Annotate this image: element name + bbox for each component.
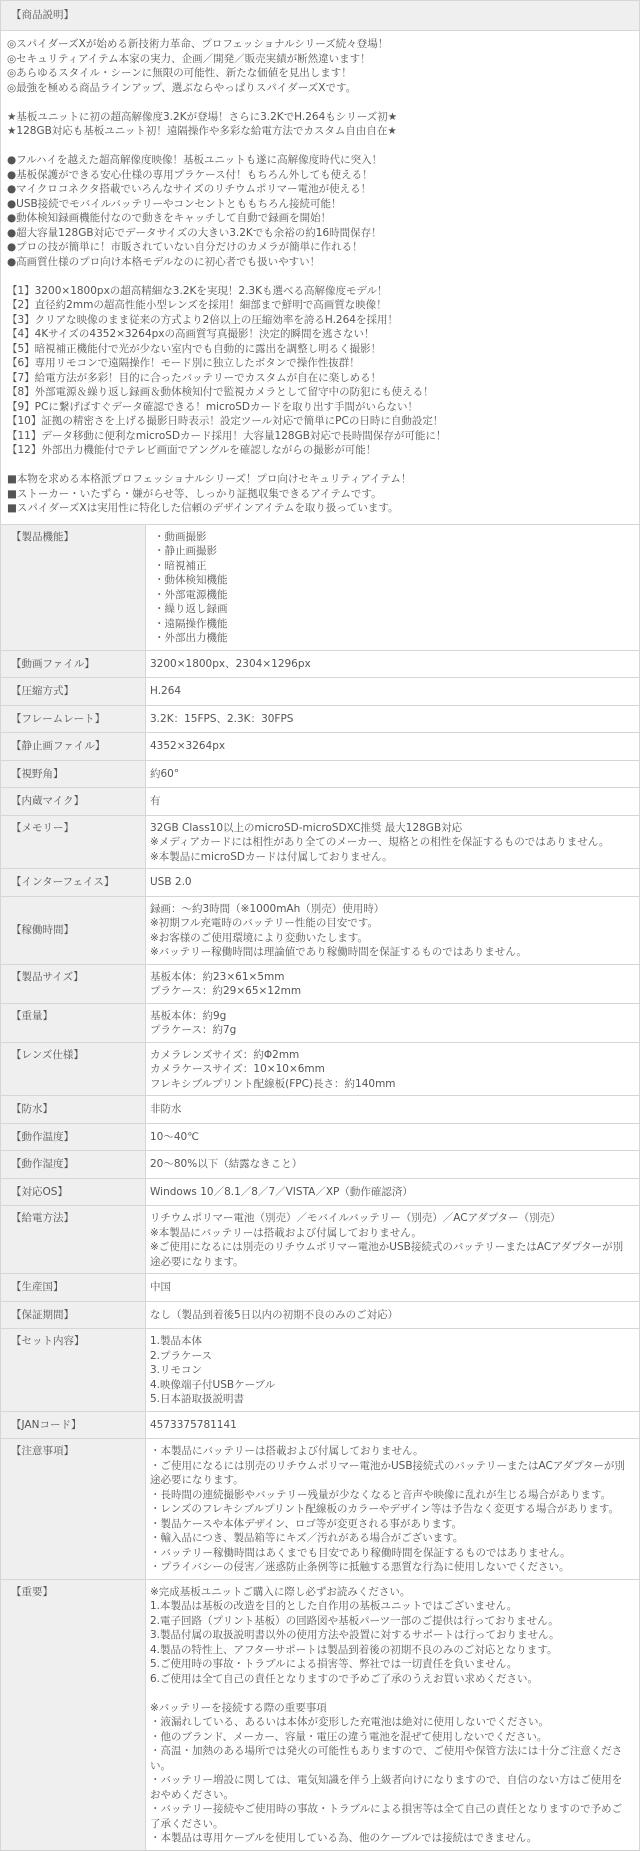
value-line: ・繰り返し録画 (154, 603, 228, 615)
value-line: ・本製品は専用ケーブルを使用している為、他のケーブルでは接続はできません。 (150, 1832, 538, 1844)
description-line: ●フルハイを越えた超高解像度映像！基板ユニットも遂に高解像度時代に突入！ (7, 154, 383, 166)
spec-row-runtime (1, 896, 639, 964)
value-line: 2.電子回路（プリント基板）の回路図や基板パーツ一部のご提供は行っておりません。 (150, 1614, 559, 1627)
description-line (7, 269, 633, 284)
value-line: 基板本体：約9g (150, 1009, 227, 1022)
spec-label: 【メモリー】 (1, 815, 146, 869)
description-line: ◎あらゆるスタイル・シーンに無限の可能性、新たな価値を見出します！ (7, 67, 352, 79)
spec-label: 【静止画ファイル】 (1, 733, 146, 761)
value-line: 2.プラケース (150, 1349, 212, 1362)
value-line: 5.日本語取扱説明書 (150, 1393, 245, 1405)
value-line: リチウムポリマー電池（別売）／モバイルバッテリー（別売）／ACアダプター（別売） (150, 1212, 561, 1224)
spec-label: 【対応OS】 (1, 1178, 146, 1206)
spec-value: Windows 10／8.1／8／7／VISTA／XP（動作確認済） (146, 1178, 640, 1206)
description-line (7, 95, 633, 110)
value-line: ・プライバシーの侵害／迷惑防止条例等に抵触する悪質な行為に使用しないでください。 (150, 1561, 570, 1573)
spec-value-memory (146, 815, 640, 869)
value-line: 4.製品の特性上、アフターサポートは製品到着後の初期不良のみのご対応となります。 (150, 1643, 558, 1656)
spec-value: 4573375781141 (146, 1411, 640, 1439)
spec-label: 【動作湿度】 (1, 1151, 146, 1179)
spec-label: 【重要】 (1, 1579, 146, 1850)
spec-row-still-file (1, 733, 639, 761)
spec-label: 【JANコード】 (1, 1411, 146, 1439)
value-line: 3.リモコン (150, 1364, 203, 1376)
spec-row-lens (1, 1042, 639, 1096)
value-line: カメラレンズサイズ：約Φ2mm (150, 1048, 300, 1061)
value-line: ・暗視補正 (154, 559, 207, 572)
spec-value-weight (146, 1003, 640, 1042)
spec-row-waterproof (1, 1096, 639, 1124)
spec-label: 【内蔵マイク】 (1, 788, 146, 816)
description-line: 【7】給電方法が多彩！目的に合ったバッテリーでカスタムが自在に楽しめる！ (7, 371, 382, 384)
value-line: ・遠隔操作機能 (154, 617, 228, 630)
spec-row-features (1, 524, 639, 650)
description-line: 【3】クリアな映像のまま従来の方式より2倍以上の圧縮効率を誇るH.264を採用！ (7, 313, 398, 326)
spec-row-interface (1, 869, 639, 897)
spec-value: USB 2.0 (146, 869, 640, 897)
spec-label: 【注意事項】 (1, 1439, 146, 1580)
value-line: ・バッテリー稼働時間はあくまでも目安であり稼働時間を保証するものではありません。 (150, 1546, 571, 1559)
spec-value-size (146, 964, 640, 1003)
spec-row-frame-rate (1, 705, 639, 733)
value-line: フレキシブルプリント配線板(FPC)長さ：約140mm (150, 1077, 396, 1090)
spec-row-notes (1, 1439, 639, 1580)
value-line: ・バッテリー増設に関しては、電気知識を伴う上級者向けになりますので、自信のない方はご使用をおやめください。 (150, 1774, 623, 1801)
value-line: ※初期フル充電時のバッテリー性能の目安です。 (150, 917, 379, 929)
value-line: ・他のブランド、メーカー、容量・電圧の違う電池を混ぜて使用しないでください。 (150, 1730, 548, 1743)
value-line: ・長時間の連続撮影やバッテリー残量が少なくなると音声や映像に乱れが生じる場合があります。 (150, 1488, 612, 1501)
value-line: ・レンズのフレキシブルプリント配線板のカラーやデザイン等は予告なく変更する場合があります。 (150, 1503, 619, 1515)
value-line: ・ご使用になるには別売のリチウムポリマー電池かUSB接続式のバッテリーまたはACアダプターが別途必要になります。 (150, 1459, 625, 1486)
value-line: ・静止画撮影 (154, 545, 217, 557)
value-line: 32GB Class10以上のmicroSD-microSDXC推奨 最大128GB対応 (150, 821, 463, 834)
spec-label: 【製品サイズ】 (1, 964, 146, 1003)
value-line: ※本製品にバッテリーは搭載および付属しておりません。 (150, 1226, 422, 1239)
spec-label: 【給電方法】 (1, 1206, 146, 1274)
description-header: 【商品説明】 (1, 1, 639, 31)
value-line: 1.本製品は基板の改造を目的とした自作用の基板ユニットではございません。 (150, 1600, 518, 1612)
description-line: ★128GB対応も基板ユニット初！遠隔操作や多彩な給電方法でカスタム自由自在★ (7, 125, 397, 137)
description-line (7, 139, 633, 154)
spec-row-memory (1, 815, 639, 869)
value-line: ※本製品にmicroSDカードは付属しておりません。 (150, 850, 393, 863)
spec-row-op-humidity (1, 1151, 639, 1179)
description-line: ●動体検知録画機能付なので動きをキャッチして自動で録画を開始！ (7, 212, 332, 224)
spec-value: 有 (146, 788, 640, 816)
description-line: 【5】暗視補正機能付で光が少ない室内でも自動的に露出を調整し明るく撮影！ (7, 342, 382, 355)
spec-value-important (146, 1579, 640, 1850)
value-line: ※完成基板ユニットご購入に際し必ずお読みください。 (150, 1585, 411, 1598)
value-line: ・動体検知機能 (154, 574, 228, 586)
description-line: 【11】データ移動に便利なmicroSDカード採用！大容量128GB対応で長時間保存が可能に！ (7, 429, 447, 442)
value-line: ・輸入品につき、製品箱等にキズ／汚れがある場合がございます。 (150, 1532, 464, 1544)
description-line: ●マイクロコネクタ搭載でいろんなサイズのリチウムポリマー電池が使える！ (7, 183, 372, 195)
spec-label: 【フレームレート】 (1, 705, 146, 733)
spec-row-video-file (1, 650, 639, 678)
spec-value-set-contents (146, 1329, 640, 1412)
value-line: ※バッテリーを接続する際の重要事項 (150, 1701, 327, 1714)
description-line: 【9】PCに繋げばすぐデータ確認できる！microSDカードを取り出す手間がいらない！ (7, 400, 419, 413)
spec-row-origin (1, 1274, 639, 1302)
spec-value: 中国 (146, 1274, 640, 1302)
spec-value: 20～80%以下（結露なきこと） (146, 1151, 640, 1179)
value-line: 5.ご使用時の事故・トラブルによる損害等、弊社では一切責任を負いません。 (150, 1658, 518, 1670)
spec-value-lens (146, 1042, 640, 1096)
spec-value: 約60° (146, 760, 640, 788)
value-line: ・外部出力機能 (154, 632, 228, 644)
spec-label: 【レンズ仕様】 (1, 1042, 146, 1096)
spec-value: H.264 (146, 678, 640, 706)
description-line: ◎最強を極める商品ラインアップ、選ぶならやっぱりスパイダーズXです。 (7, 81, 357, 94)
value-line: 録画：～約3時間（※1000mAh（別売）使用時） (150, 902, 385, 915)
description-line: ●プロの技が簡単に！市販されていない自分だけのカメラが簡単に作れる！ (7, 241, 363, 253)
value-line: プラケース：約7g (150, 1024, 237, 1036)
spec-row-jan (1, 1411, 639, 1439)
description-line: ●高画質仕様のプロ向け本格モデルなのに初心者でも扱いやすい！ (7, 255, 321, 268)
description-line: 【6】専用リモコンで遠隔操作！モード別に独立したボタンで操作性抜群！ (7, 357, 360, 369)
spec-row-os (1, 1178, 639, 1206)
description-line: 【4】4Kサイズの4352×3264pxの高画質写真撮影！決定的瞬間を逃さない！ (7, 328, 375, 340)
value-line: 1.製品本体 (150, 1335, 203, 1347)
value-line: 基板本体：約23×61×5mm (150, 970, 285, 983)
description-line: ●USB接続でモバイルバッテリーやコンセントとももちろん接続可能！ (7, 197, 342, 210)
spec-table (1, 524, 639, 1850)
spec-label: 【セット内容】 (1, 1329, 146, 1412)
value-line: カメラケースサイズ：10×10×6mm (150, 1063, 325, 1075)
spec-value: 10～40℃ (146, 1123, 640, 1151)
value-line: ※お客様のご使用環境により変動いたします。 (150, 931, 368, 944)
value-line: ・高温・加熱のある場所では発火の可能性もありますので、ご使用や保管方法には十分ご注意ください。 (150, 1745, 623, 1772)
spec-label: 【視野角】 (1, 760, 146, 788)
value-line: ・本製品にバッテリーは搭載および付属しておりません。 (150, 1445, 424, 1457)
spec-label: 【生産国】 (1, 1274, 146, 1302)
spec-value-notes (146, 1439, 640, 1580)
spec-row-view-angle (1, 760, 639, 788)
spec-value: 4352×3264px (146, 733, 640, 761)
description-line: 【8】外部電源＆繰り返し録画＆動体検知付で監視カメラとして留守中の防犯にも使える！ (7, 386, 434, 398)
spec-value-runtime (146, 896, 640, 964)
spec-value-power (146, 1206, 640, 1274)
description-line: ●基板保護ができる安心仕様の専用プラケース付！もちろん外しても使える！ (7, 168, 373, 181)
spec-row-weight (1, 1003, 639, 1042)
spec-row-warranty (1, 1301, 639, 1329)
value-line: 3.製品付属の取扱説明書以外の使用方法や設置に対するサポートは行っておりません。 (150, 1629, 560, 1641)
spec-value-features (146, 524, 640, 650)
value-line: ※メディアカードには相性があり全てのメーカー、規格との相性を保証するものではありません。 (150, 836, 610, 848)
spec-row-op-temp (1, 1123, 639, 1151)
spec-label: 【稼働時間】 (1, 896, 146, 964)
value-line: 6.ご使用は全て自己の責任となりますので予めご了承のうえお買い求めください。 (150, 1672, 539, 1685)
description-line: ●超大容量128GB対応でデータサイズの大きい3.2Kでも余裕の約16時間保存！ (7, 226, 382, 239)
spec-label: 【動画ファイル】 (1, 650, 146, 678)
value-line: ・液漏れしている、あるいは本体が変形した充電池は絶対に使用しないでください。 (150, 1716, 549, 1728)
spec-row-power (1, 1206, 639, 1274)
spec-value: 非防水 (146, 1096, 640, 1124)
spec-label: 【動作温度】 (1, 1123, 146, 1151)
description-line (7, 458, 633, 473)
description-line: ★基板ユニットに初の超高解像度3.2Kが登場！さらに3.2KでH.264もシリーズ初★ (7, 110, 398, 123)
description-line: ◎スパイダーズXが始める新技術力革命、プロフェッショナルシリーズ続々登場！ (7, 38, 389, 50)
value-line: ・バッテリー接続やご使用時の事故・トラブルによる損害等は全て自己の責任となりますので予めご了承ください。 (150, 1803, 623, 1830)
value-line: ※バッテリー稼働時間は理論値であり稼働時間を保証するものではありません。 (150, 946, 527, 958)
spec-label: 【重量】 (1, 1003, 146, 1042)
value-line: ・製品ケースや本体デザイン、ロゴ等が変更される事があります。 (150, 1517, 463, 1530)
spec-label: 【圧縮方式】 (1, 678, 146, 706)
description-line: ■本物を求める本格派プロフェッショナルシリーズ！プロ向けセキュリティアイテム！ (7, 473, 412, 485)
description-line: ■スパイダーズXは実用性に特化した信頼のデザインアイテムを取り扱っています。 (7, 502, 399, 514)
value-line: 4.映像端子付USBケーブル (150, 1378, 276, 1391)
description-line: 【1】3200×1800pxの超高精細な3.2Kを実現！2.3Kも選べる高解像度モデル！ (7, 284, 388, 297)
spec-row-size (1, 964, 639, 1003)
value-line (150, 1686, 631, 1701)
description-line: ◎セキュリティアイテム本家の実力、企画／開発／販売実績が断然違います！ (7, 52, 371, 65)
spec-value: なし（製品到着後5日以内の初期不良のみのご対応） (146, 1301, 640, 1329)
value-line: プラケース：約29×65×12mm (150, 985, 302, 997)
value-line: ・外部電源機能 (154, 588, 228, 601)
description-line: ■ストーカー・いたずら・嫌がらせ等、しっかり証拠収集できるアイテムです。 (7, 487, 382, 500)
spec-label: 【防水】 (1, 1096, 146, 1124)
spec-row-compression (1, 678, 639, 706)
spec-row-set-contents (1, 1329, 639, 1412)
description-line: 【12】外部出力機能付でテレビ画面でアングルを確認しながらの撮影が可能！ (7, 444, 377, 456)
spec-label: 【保証期間】 (1, 1301, 146, 1329)
description-line: 【2】直径約2mmの超高性能小型レンズを採用！細部まで鮮明で高画質な映像！ (7, 299, 387, 311)
spec-row-important (1, 1579, 639, 1850)
value-line: ・動画撮影 (154, 530, 207, 543)
spec-value: 3.2K：15FPS、2.3K：30FPS (146, 705, 640, 733)
value-line: ※ご使用になるには別売のリチウムポリマー電池かUSB接続式のバッテリーまたはACアダプターが別途必要になります。 (150, 1241, 624, 1268)
spec-label: 【インターフェイス】 (1, 869, 146, 897)
description-line: 【10】証拠の精密さを上げる撮影日時表示！設定ツール対応で簡単にPCの日時に自動設定！ (7, 415, 444, 427)
spec-label: 【製品機能】 (1, 524, 146, 650)
spec-row-mic (1, 788, 639, 816)
spec-value: 3200×1800px、2304×1296px (146, 650, 640, 678)
description-body (1, 31, 639, 524)
